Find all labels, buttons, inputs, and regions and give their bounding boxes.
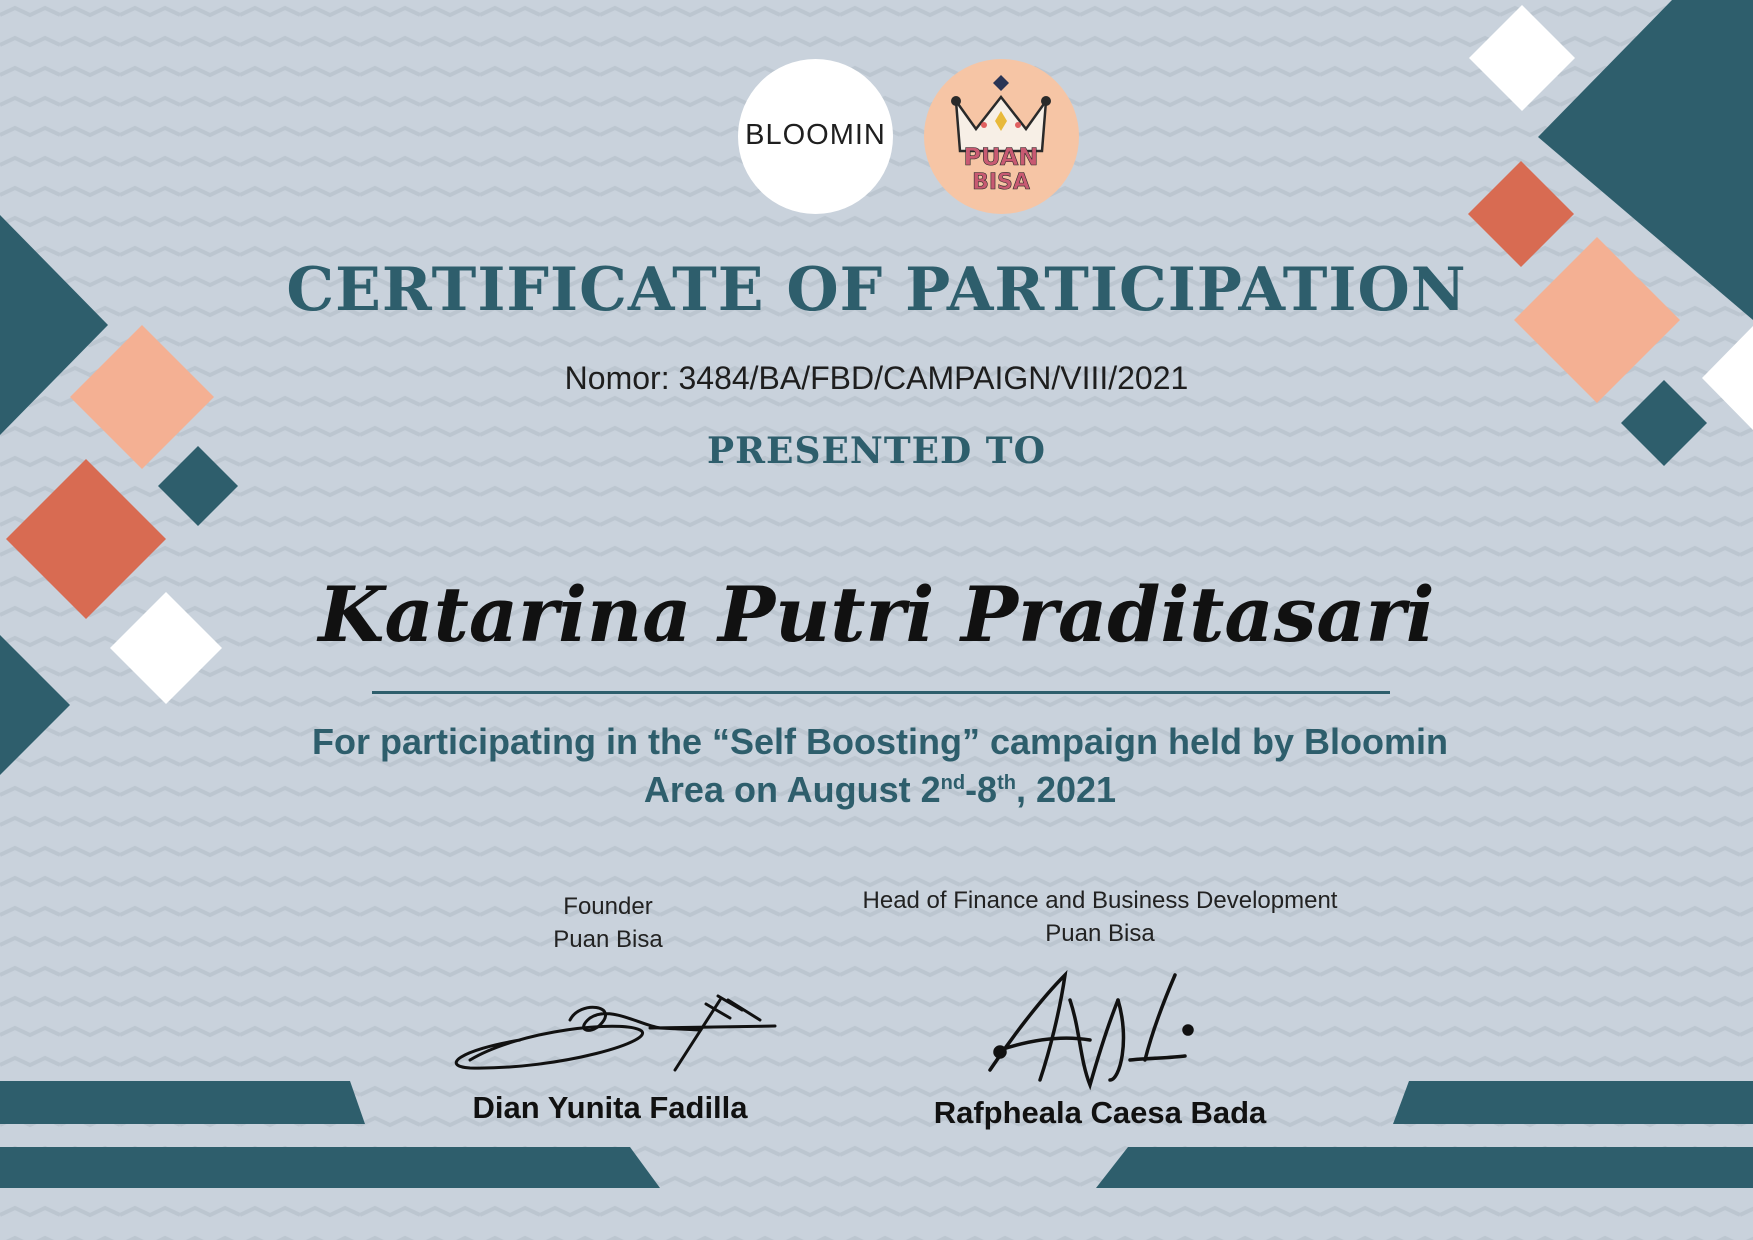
- date-suffix-th: th: [997, 772, 1016, 794]
- bisa-text: BISA: [972, 170, 1030, 195]
- bottom-left-stripe-lower: [0, 1147, 660, 1188]
- bottom-right-stripe-upper: [1393, 1081, 1753, 1124]
- signatory-2-name: Rafpheala Caesa Bada: [933, 1095, 1267, 1130]
- date-text-start: Area on August 2: [643, 769, 941, 810]
- presented-to-label: PRESENTED TO: [707, 430, 1046, 472]
- signatory-1-org: Puan Bisa: [553, 926, 663, 953]
- certificate-number: Nomor: 3484/BA/FBD/CAMPAIGN/VIII/2021: [564, 360, 1189, 396]
- name-underline: [372, 691, 1390, 694]
- signatory-1-name: Dian Yunita Fadilla: [472, 1090, 748, 1125]
- recipient-name: Katarina Putri Praditasari: [318, 570, 1435, 659]
- bloomin-logo-text: BLOOMIN: [745, 119, 886, 151]
- signatory-1-role: Founder: [563, 893, 653, 920]
- puan-bisa-logo: [924, 59, 1079, 214]
- crown-icon: [924, 59, 1079, 214]
- signatory-2-title: [810, 884, 1390, 950]
- certificate-title: CERTIFICATE OF PARTICIPATION: [286, 255, 1467, 325]
- date-text-year: , 2021: [1015, 769, 1117, 810]
- description-line-2: [240, 766, 1520, 814]
- participation-description: [240, 718, 1520, 814]
- puan-text: PUAN: [963, 143, 1039, 171]
- description-line-1: For participating in the “Self Boosting” campaign held by Bloomin: [311, 721, 1449, 762]
- signatory-2-org: Puan Bisa: [1045, 920, 1155, 947]
- date-suffix-nd: nd: [940, 772, 966, 794]
- bloomin-logo: [738, 59, 893, 214]
- date-text-mid: -8: [965, 769, 998, 810]
- bottom-right-stripe-lower: [1096, 1147, 1753, 1188]
- signatory-1-title: [458, 890, 758, 956]
- signatory-2-role: Head of Finance and Business Development: [862, 887, 1338, 914]
- bottom-left-stripe-upper: [0, 1081, 365, 1124]
